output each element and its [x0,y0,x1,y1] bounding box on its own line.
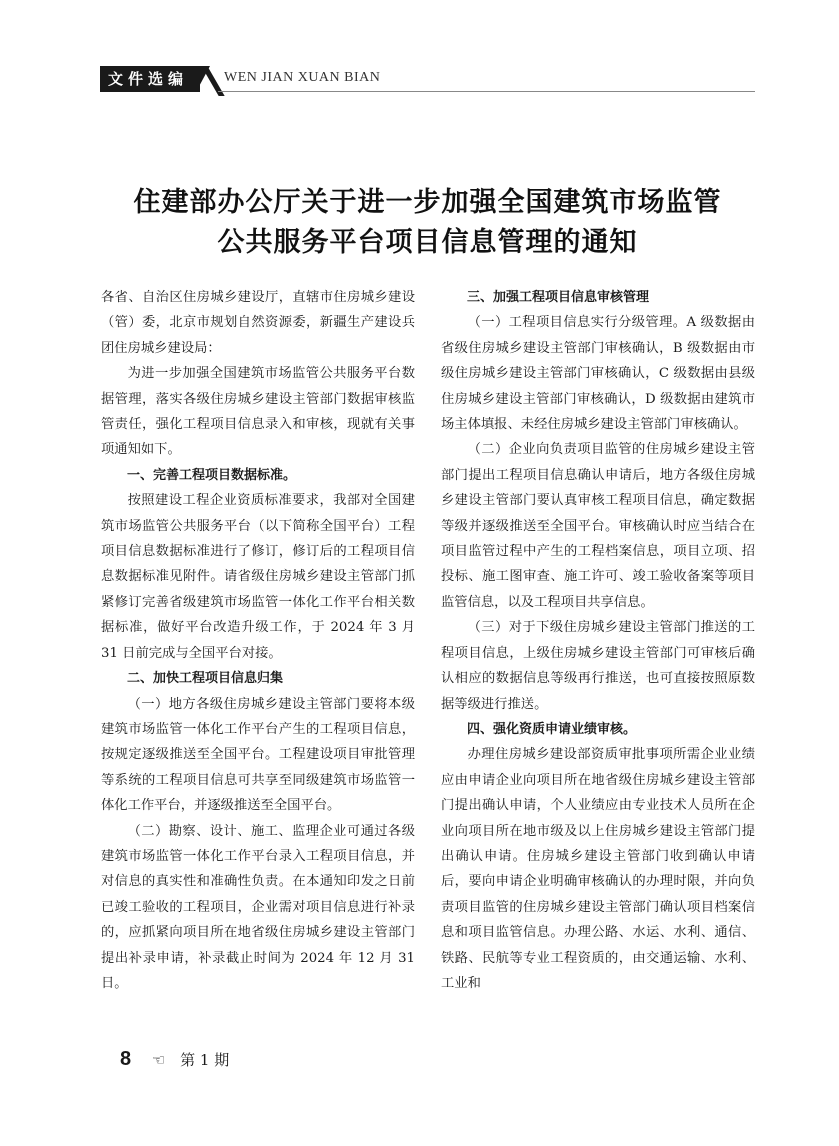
hand-pointer-icon: ☜ [151,1051,166,1069]
section-heading: 一、完善工程项目数据标准。 [127,467,297,483]
title-line-1: 住建部办公厅关于进一步加强全国建筑市场监管 [133,187,722,218]
section-header [100,66,755,94]
title-line-2: 公共服务平台项目信息管理的通知 [217,227,638,258]
section-heading: 四、强化资质申请业绩审核。 [467,721,637,737]
paragraph: 按照建设工程企业资质标准要求，我部对全国建筑市场监管公共服务平台（以下简称全国平台）工程项目信息数据标准进行了修订，修订后的工程项目信息数据标准见附件。请省级住房城乡建设主管部门抓紧修订完善省级建筑市场监管一体化工作平台相关数据标准，做好平台改造升级工作，于 2024 年 3 月 31 日前完成与全国平台对接。 [101,493,415,661]
paragraph: （二）勘察、设计、施工、监理企业可通过各级建筑市场监管一体化工作平台录入工程项目信息，并对信息的真实性和准确性负责。在本通知印发之日前已竣工验收的工程项目，企业需对项目信息进行补录的，应抓紧向项目所在地省级住房城乡建设主管部门提出补录申请，补录截止时间为 2024 年 12 月 31 日。 [101,823,415,991]
page-number: 8 [120,1048,132,1070]
left-column [101,285,415,996]
section-pinyin: WEN JIAN XUAN BIAN [224,70,381,85]
paragraph: 各省、自治区住房城乡建设厅，直辖市住房城乡建设（管）委，北京市规划自然资源委，新疆生产建设兵团住房城乡建设局： [101,290,415,356]
paragraph: （二）企业向负责项目监管的住房城乡建设主管部门提出工程项目信息确认申请后，地方各级住房城乡建设主管部门要认真审核工程项目信息，确定数据等级并逐级推送至全国平台。审核确认时应当结合在项目监管过程中产生的工程档案信息，项目立项、招投标、施工图审查、施工许可、竣工验收备案等项目监管信息，以及工程项目共享信息。 [441,442,755,610]
section-tag: 文件选编 [100,66,200,92]
header-rule [218,91,755,92]
paragraph: （三）对于下级住房城乡建设主管部门推送的工程项目信息，上级住房城乡建设主管部门可审核后确认相应的数据信息等级再行推送，也可直接按照原数据等级进行推送。 [441,620,755,712]
paragraph: （一）地方各级住房城乡建设主管部门要将本级建筑市场监管一体化工作平台产生的工程项目信息，按规定逐级推送至全国平台。工程建设项目审批管理等系统的工程项目信息可共享至同级建筑市场监管一体化工作平台，并逐级推送至全国平台。 [101,696,415,814]
section-heading: 二、加快工程项目信息归集 [127,671,284,687]
paragraph: 办理住房城乡建设部资质审批事项所需企业业绩应由申请企业向项目所在地省级住房城乡建设主管部门提出确认申请，个人业绩应由专业技术人员所在企业向项目所在地市级及以上住房城乡建设主管部门提出确认申请。住房城乡建设主管部门收到确认申请后，要向申请企业明确审核确认的办理时限，并向负责项目监管的住房城乡建设主管部门确认项目档案信息和项目监管信息。办理公路、水运、水利、通信、铁路、民航等专业工程资质的，由交通运输、水利、工业和 [441,747,755,991]
paragraph: 为进一步加强全国建筑市场监管公共服务平台数据管理，落实各级住房城乡建设主管部门数据审核监管责任，强化工程项目信息录入和审核，现就有关事项通知如下。 [101,366,415,458]
section-heading: 三、加强工程项目信息审核管理 [467,290,650,305]
right-column [441,285,755,996]
issue-label: 第 1 期 [180,1051,230,1069]
page-footer [120,1048,229,1071]
paragraph: （一）工程项目信息实行分级管理。A 级数据由省级住房城乡建设主管部门审核确认，B 级数据由市级住房城乡建设主管部门审核确认，C 级数据由县级住房城乡建设主管部门审核确认，D 级数据由建筑市场主体填报、未经住房城乡建设主管部门审核确认。 [441,315,755,433]
